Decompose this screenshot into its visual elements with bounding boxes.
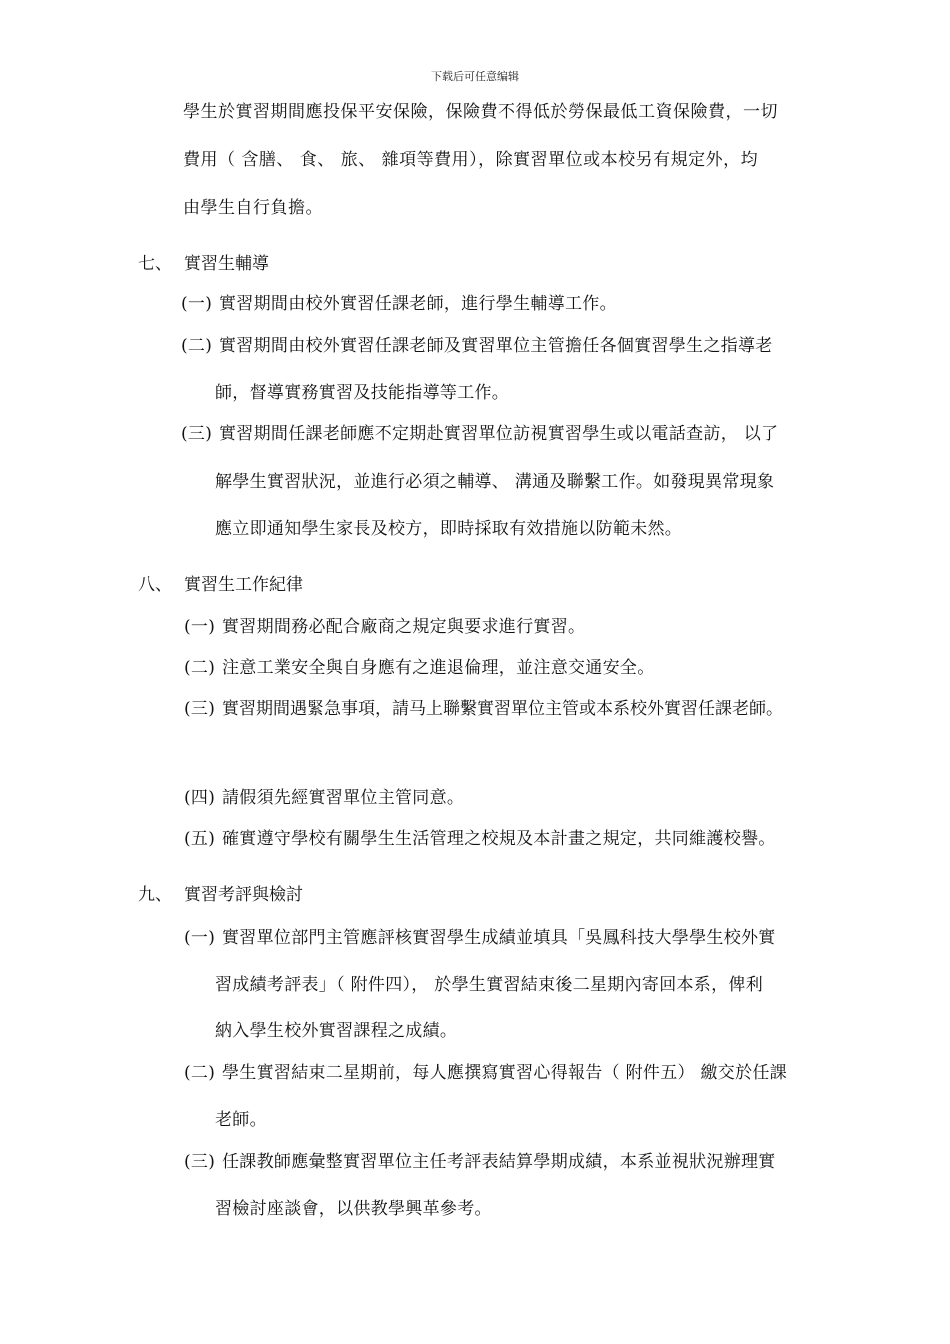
list-item <box>184 617 585 637</box>
list-item <box>181 424 778 444</box>
list-item <box>184 699 783 719</box>
section-title: 實習生工作紀律 <box>184 575 303 595</box>
item-marker: (三) <box>184 699 216 719</box>
item-text: 實習期間任課老師應不定期赴實習單位訪視實習學生或以電話查訪， 以了 <box>219 424 779 444</box>
list-item <box>184 829 776 849</box>
item-text: 實習期間遇緊急事項，請马上聯繫實習單位主管或本系校外實習任課老師。 <box>222 699 783 719</box>
section-title: 實習生輔導 <box>184 254 269 274</box>
item-marker: (一) <box>184 617 216 637</box>
item-marker: (二) <box>184 658 216 678</box>
list-item <box>184 788 464 808</box>
list-item <box>181 336 773 356</box>
item-text: 實習期間由校外實習任課老師，進行學生輔導工作。 <box>219 294 617 314</box>
item-text: 實習單位部門主管應評核實習學生成績並填具「吳鳳科技大學學生校外實 <box>222 928 776 948</box>
list-item <box>181 294 617 314</box>
item-marker: (二) <box>184 1063 216 1083</box>
item-marker: (一) <box>181 294 213 314</box>
intro-line: 學生於實習期間應投保平安保險，保險費不得低於勞保最低工資保險費，一切 <box>183 102 778 122</box>
section-heading <box>138 575 303 595</box>
item-continuation: 納入學生校外實習課程之成績。 <box>215 1021 458 1041</box>
section-number: 七、 <box>138 254 172 274</box>
intro-line: 由學生自行負擔。 <box>183 198 323 218</box>
item-text: 實習期間由校外實習任課老師及實習單位主管擔任各個實習學生之指導老 <box>219 336 773 356</box>
section-title: 實習考評與檢討 <box>184 885 303 905</box>
page-header: 下载后可任意编辑 <box>431 70 519 83</box>
section-heading <box>138 885 303 905</box>
item-marker: (一) <box>184 928 216 948</box>
list-item <box>184 1152 776 1172</box>
list-item <box>184 928 776 948</box>
item-text: 確實遵守學校有關學生生活管理之校規及本計畫之規定，共同維護校譽。 <box>222 829 776 849</box>
item-continuation: 應立即通知學生家長及校方，即時採取有效措施以防範未然。 <box>215 519 683 539</box>
item-marker: (三) <box>184 1152 216 1172</box>
item-continuation: 老師。 <box>215 1110 267 1130</box>
item-marker: (四) <box>184 788 216 808</box>
item-marker: (五) <box>184 829 216 849</box>
item-continuation: 習成績考評表」（ 附件四）， 於學生實習結束後二星期內寄回本系，俾利 <box>215 975 764 995</box>
item-continuation: 解學生實習狀況，並進行必須之輔導、 溝通及聯繫工作。如發現異常現象 <box>215 472 775 492</box>
item-text: 注意工業安全與自身應有之進退倫理，並注意交通安全。 <box>222 658 655 678</box>
section-number: 九、 <box>138 885 172 905</box>
item-text: 實習期間務必配合廠商之規定與要求進行實習。 <box>222 617 586 637</box>
section-number: 八、 <box>138 575 172 595</box>
item-continuation: 師，督導實務實習及技能指導等工作。 <box>215 383 510 403</box>
item-text: 任課教師應彙整實習單位主任考評表結算學期成績，本系並視狀況辦理實 <box>222 1152 776 1172</box>
item-marker: (二) <box>181 336 213 356</box>
section-heading <box>138 254 269 274</box>
intro-line: 費用（ 含膳、 食、 旅、 雜項等費用），除實習單位或本校另有規定外，均 <box>183 150 759 170</box>
list-item <box>184 658 655 678</box>
item-text: 請假須先經實習單位主管同意。 <box>222 788 465 808</box>
item-marker: (三) <box>181 424 213 444</box>
list-item <box>184 1063 787 1083</box>
item-continuation: 習檢討座談會，以供教學興革參考。 <box>215 1199 492 1219</box>
item-text: 學生實習結束二星期前，每人應撰寫實習心得報告（ 附件五） 繳交於任課 <box>222 1063 788 1083</box>
